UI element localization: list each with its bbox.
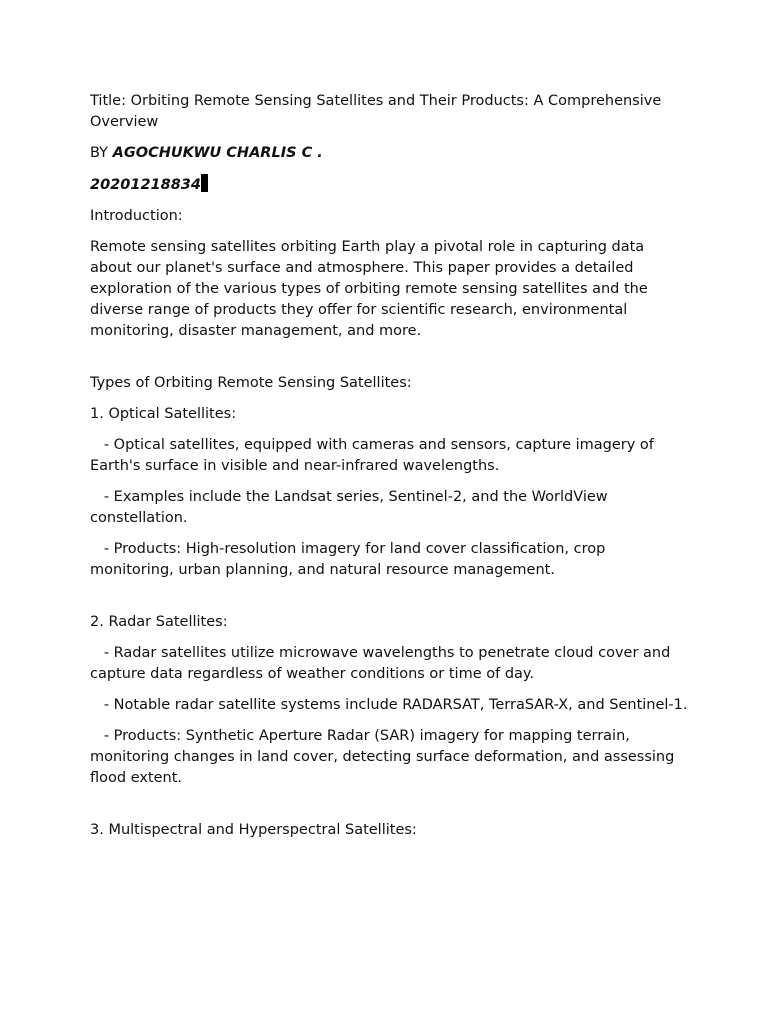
author-name: AGOCHUKWU CHARLIS C . — [112, 145, 323, 161]
byline-prefix: BY — [90, 145, 109, 161]
section-item: - Radar satellites utilize microwave wavelengths to penetrate cloud cover and capture data regardless of weather conditions or time of day. — [90, 645, 675, 682]
reg-number: 20201218834 — [90, 177, 201, 193]
introduction-body: Remote sensing satellites orbiting Earth play a pivotal role in capturing data about our planet's surface and atmosphere. This paper provides a detailed exploration of the various types of orbiting remote sensing satellites and the diverse range of products they offer for scientific research, environmental monitoring, disaster management, and more. — [90, 239, 648, 339]
section-heading: 1. Optical Satellites: — [90, 406, 237, 422]
section-heading: 3. Multispectral and Hyperspectral Satellites: — [90, 822, 417, 838]
reg-number-line — [90, 174, 690, 196]
byline — [90, 143, 690, 164]
section-item: - Notable radar satellite systems include RADARSAT, TerraSAR-X, and Sentinel-1. — [90, 697, 688, 713]
introduction-heading: Introduction: — [90, 208, 183, 224]
section-item: - Products: High-resolution imagery for land cover classification, crop monitoring, urban planning, and natural resource management. — [90, 541, 610, 578]
text-cursor — [201, 174, 208, 192]
document-title: Title: Orbiting Remote Sensing Satellites and Their Products: A Comprehensive Overview — [90, 93, 662, 130]
section-item: - Examples include the Landsat series, Sentinel-2, and the WorldView constellation. — [90, 489, 613, 526]
document-page — [90, 91, 690, 851]
section-item: - Optical satellites, equipped with cameras and sensors, capture imagery of Earth's surface in visible and near-infrared wavelengths. — [90, 437, 659, 474]
types-heading: Types of Orbiting Remote Sensing Satellites: — [90, 375, 412, 391]
section-item: - Products: Synthetic Aperture Radar (SAR) imagery for mapping terrain, monitoring changes in land cover, detecting surface deformation, and assessing flood extent. — [90, 728, 679, 786]
section-heading: 2. Radar Satellites: — [90, 614, 228, 630]
